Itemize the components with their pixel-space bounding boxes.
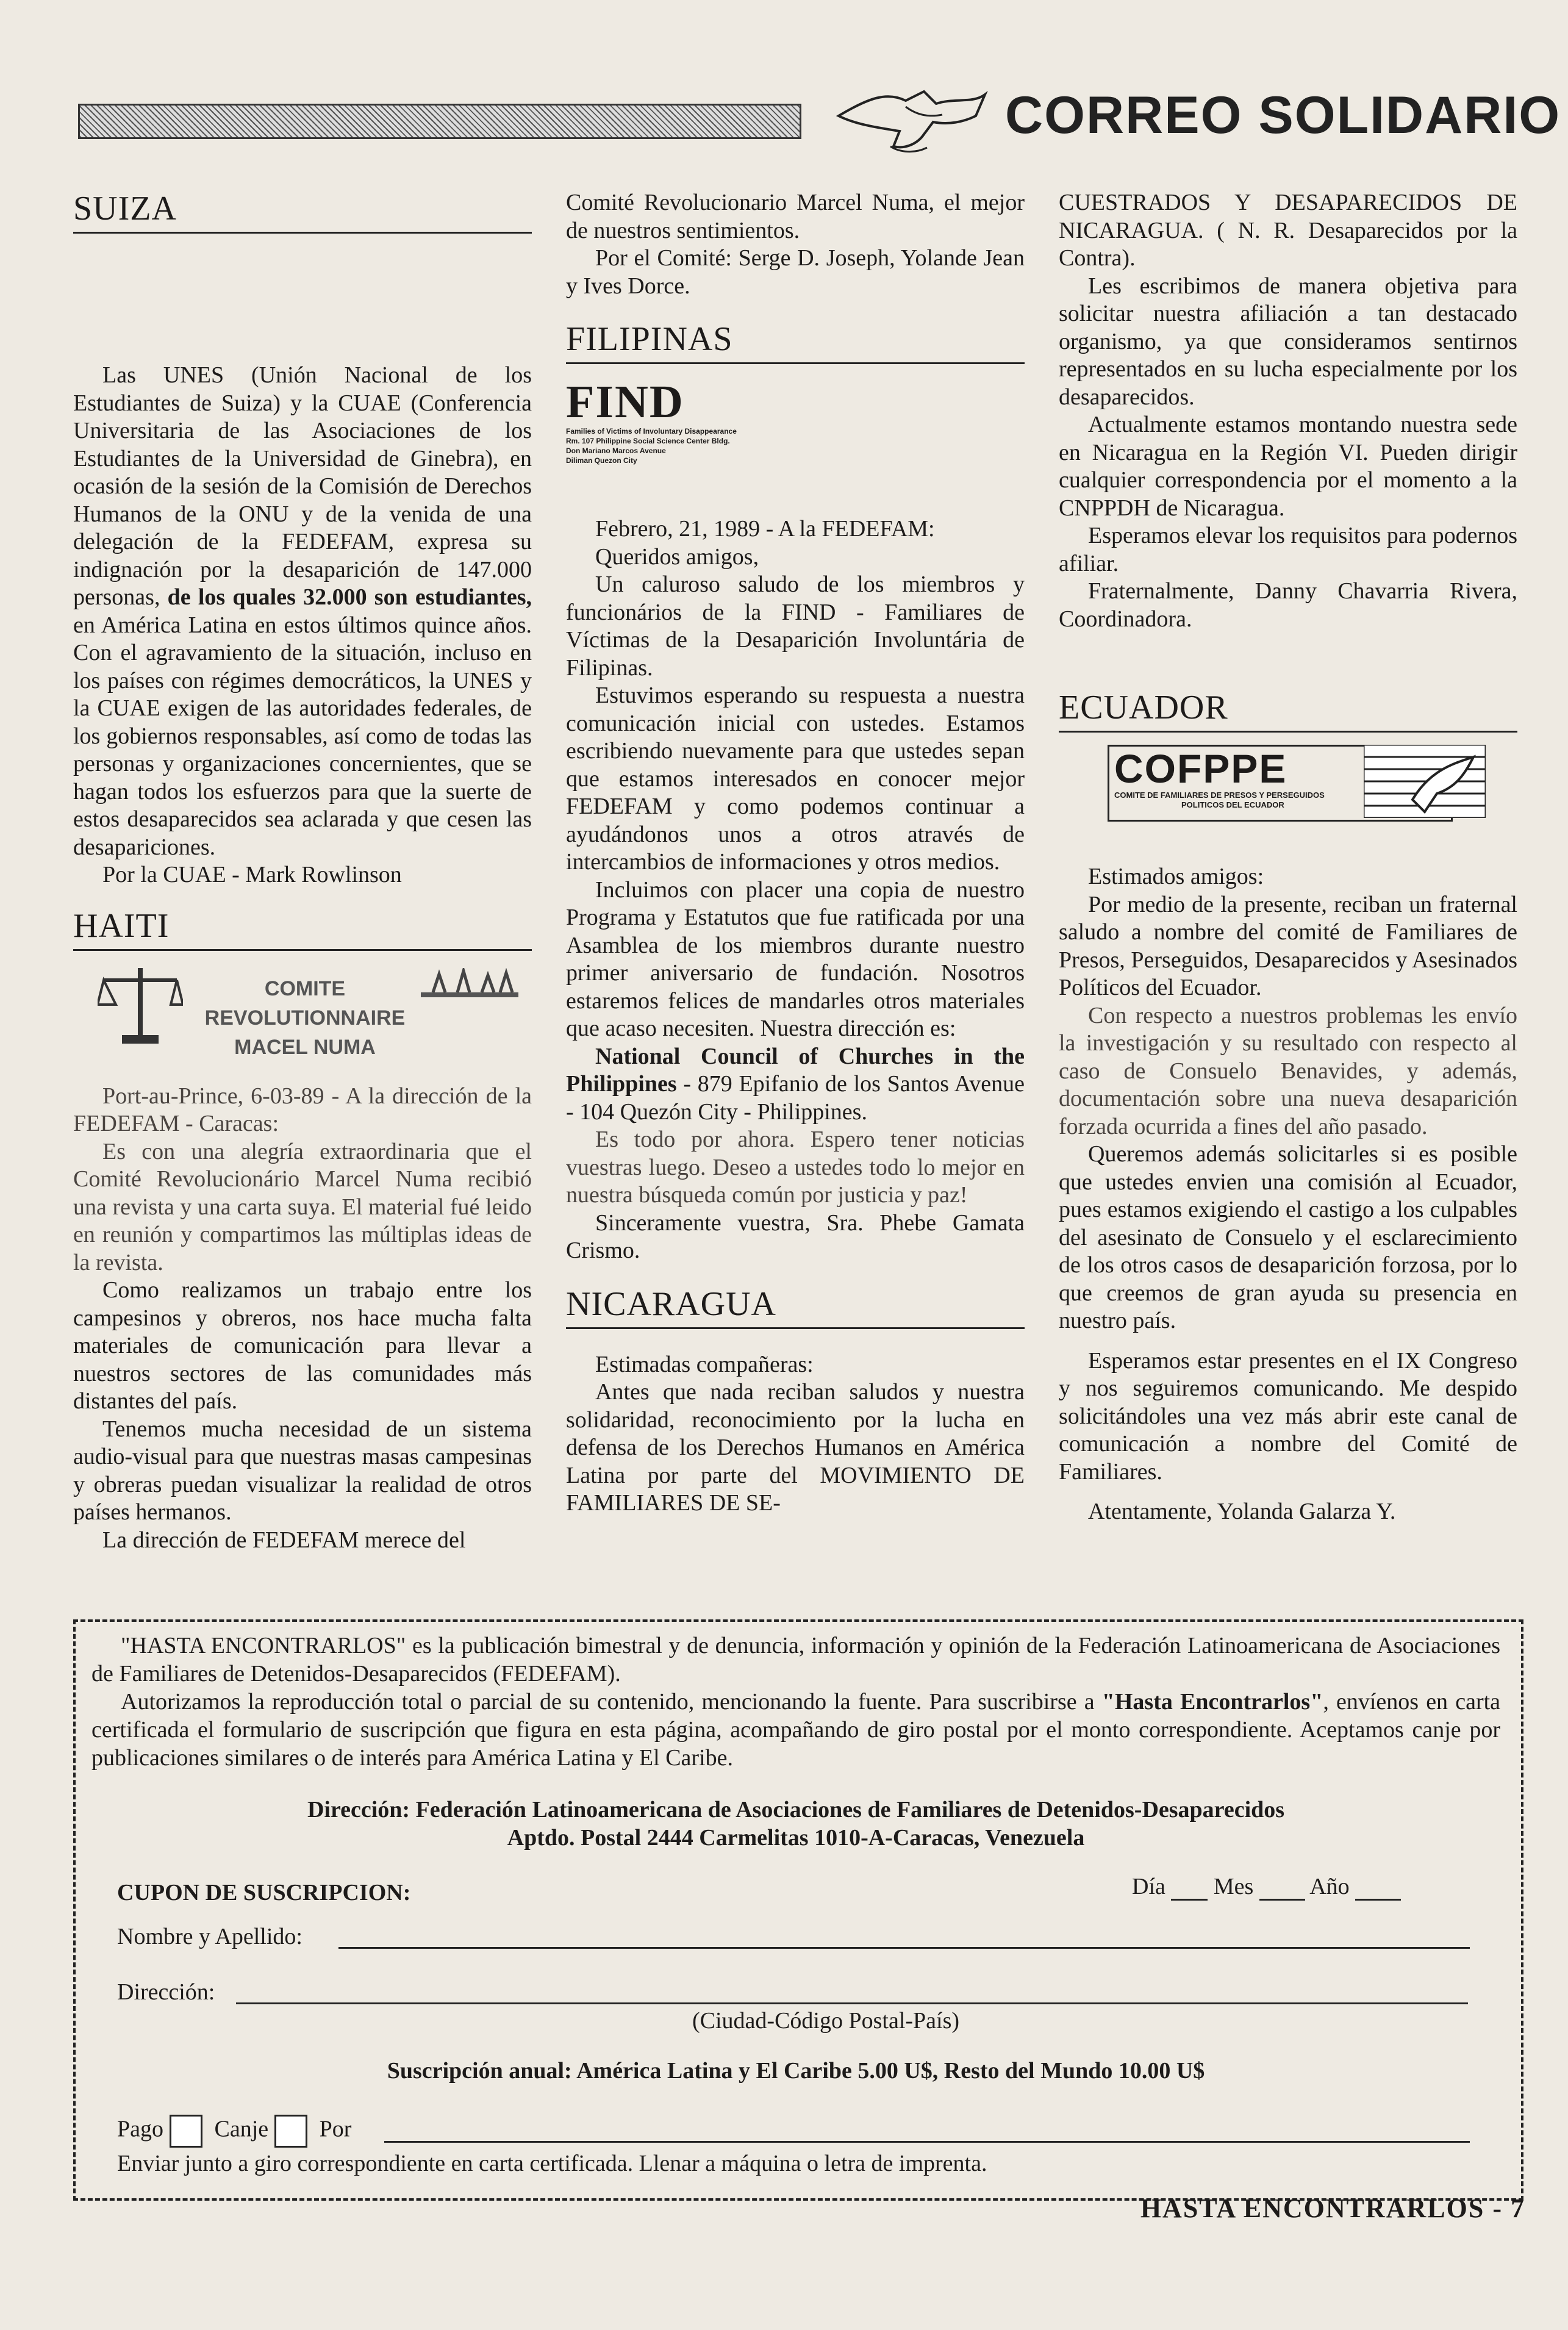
section-heading-suiza: SUIZA [73, 189, 532, 234]
column-middle [566, 189, 1025, 1518]
masthead-rule [78, 104, 801, 139]
ecuador-para-4: Queremos además solicitarles si es posible que ustedes envien una comisión al Ecuador, pues estamos exigiendo el castigo a los culpables del asesinato de Consuelo y el esclarecimiento de los otros casos de desaparición forzosa, por lo que creemos de gran ayuda su presencia en nuestro país. [1059, 1141, 1517, 1333]
ecuador-para-3: Con respecto a nuestros problemas les envío la investigación y su resultado con respecto al caso de Consuelo Benavides, y además, documentación sobre una nueva desaparición forzada ocurrida a fines del año pasado. [1059, 1002, 1517, 1139]
haiti-para-4: Tenemos mucha necesidad de un sistema audio-visual para que nuestras masas campesinas y obreras puedan visualizar la realidad de otros países hermanos. [73, 1416, 532, 1525]
ecuador-signature: Atentamente, Yolanda Galarza Y. [1088, 1499, 1396, 1524]
filipinas-para-2: Queridos amigos, [595, 543, 759, 570]
year-field[interactable] [1355, 1899, 1401, 1901]
subscription-price: Suscripción anual: América Latina y El Caribe 5.00 U$, Resto del Mundo 10.00 U$ [387, 2058, 1205, 2084]
section-heading-filipinas: FILIPINAS [566, 320, 1025, 364]
find-logo-line-3: Don Mariano Marcos Avenue [566, 446, 666, 455]
filipinas-para-6: Es todo por ahora. Espero tener noticias vuestras luego. Deseo a ustedes todo lo mejor en nuestra búsqueda común por justicia y paz! [566, 1127, 1025, 1208]
haiti-para-1: Port-au-Prince, 6-03-89 - A la dirección de la FEDEFAM - Caracas: [73, 1083, 532, 1136]
section-heading-ecuador: ECUADOR [1059, 688, 1517, 733]
ecuador-para-1: Estimados amigos: [1088, 864, 1264, 889]
ecuador-para-5: Esperamos estar presentes en el IX Congreso y nos seguiremos comunicando. Me despido solicitándoles una vez más abrir este canal de comunicación a nombre del Comité de Familiares. [1059, 1347, 1517, 1485]
suiza-body: Las UNES (Unión Nacional de los Estudiantes de Suiza) y la CUAE (Conferencia Universitaria de las Asociaciones de los Estudiantes de la Universidad de Ginebra), en ocasión de la sesión de la Comisión de Derechos Humanos de la ONU y de la venida de una delegación de la FEDEFAM, expresa su indignación por la desaparición de 147.000 personas, de los quales 32.000 son estudiantes, en América Latina en estos últimos quince años. Con el agravamiento de la situación, incluso en los países con régimes democráticos, la UNES y la CUAE exigen de las autoridades federales, de los gobiernos responsables, así como de todas las personas y organizaciones concernientes, que se hagan todos los esfuerzos para que la suerte de estos desaparecidos sea aclarada y que cesen las desapariciones. [73, 362, 532, 860]
subscription-intro: "HASTA ENCONTRARLOS" es la publicación bimestral y de denuncia, información y opinión de la Federación Latinoamericana de Asociaciones de Familiares de Detenidos-Desaparecidos (FEDEFAM). Autorizamos la reproducción total o parcial de su contenido, mencionando la fuente. Para suscribirse a "Hasta Encontrarlos", envíenos en carta certificada el formulario de suscripción que figura en esta página, acompañando de giro postal por el monto correspondiente. Aceptamos canje por publicaciones similares o de interés para América Latina y El Caribe. [91, 1633, 1501, 1771]
haiti-logo [73, 962, 532, 1072]
nicaragua-cont-1: CUESTRADOS Y DESAPARECIDOS DE NICARAGUA. ( N. R. Desaparecidos por la Contra). [1059, 190, 1517, 271]
find-logo-line-4: Diliman Quezon City [566, 456, 637, 465]
por-field[interactable] [384, 2141, 1470, 2143]
haiti-para-5: La dirección de FEDEFAM merece del [102, 1527, 466, 1553]
cofppe-logo-sub-1: COMITE DE FAMILIARES DE PRESOS Y PERSEGUIDOS [1114, 790, 1325, 800]
section-heading-nicaragua: NICARAGUA [566, 1285, 1025, 1329]
filipinas-signature: Sinceramente vuestra, Sra. Phebe Gamata Crismo. [566, 1210, 1025, 1263]
nicaragua-para-1: Estimadas compañeras: [595, 1351, 814, 1377]
find-logo-word: FIND [566, 376, 684, 428]
nicaragua-cont-3: Actualmente estamos montando nuestra sede en Nicaragua en la Región VI. Pueden dirigir cualquier correspondencia por el momento a la CNPPDH de Nicaragua. [1059, 412, 1517, 521]
haiti-logo-line-3: MACEL NUMA [234, 1035, 376, 1059]
find-logo-line-1: Families of Victims of Involuntary Disappearance [566, 427, 737, 436]
filipinas-para-5: Incluimos con placer una copia de nuestro Programa y Estatutos que fue ratificada por una Asamblea de los miembros durante nuestro primer aniversario de fundación. Nosotros estaremos felices de mandarles otros materiales que acaso necesiten. Nuestra dirección es: [566, 876, 1025, 1041]
name-field[interactable] [338, 1947, 1470, 1949]
nicaragua-cont-2: Les escribimos de manera objetiva para solicitar nuestra afiliación a tan destacado organismo, ya que consideramos sentirnos representados en su lucha especialmente por los desaparecidos. [1059, 273, 1517, 410]
month-field[interactable] [1259, 1899, 1305, 1901]
column-left [73, 189, 532, 1554]
pago-checkbox[interactable] [170, 2115, 202, 2148]
address-label: Dirección: [117, 1979, 215, 2005]
haiti-cont-1: Comité Revolucionario Marcel Numa, el mejor de nuestros sentimientos. [566, 190, 1025, 243]
dove-hand-icon [832, 73, 991, 159]
haiti-logo-line-2: REVOLUTIONNAIRE [204, 1006, 406, 1030]
canje-checkbox[interactable] [274, 2115, 307, 2148]
page-footer: HASTA ENCONTRARLOS - 7 [1140, 2193, 1525, 2223]
masthead-title: CORREO SOLIDARIO [1005, 86, 1561, 145]
day-field[interactable] [1171, 1899, 1208, 1901]
suiza-signature: Por la CUAE - Mark Rowlinson [102, 862, 402, 887]
subscription-address: Dirección: Federación Latinoamericana de Asociaciones de Familiares de Detenidos-Desaparecidos Aptdo. Postal 2444 Carmelitas 1010-A-Caracas, Venezuela [307, 1797, 1285, 1851]
scales-icon [98, 962, 183, 1047]
nicaragua-signature: Fraternalmente, Danny Chavarria Rivera, Coordinadora. [1059, 578, 1517, 632]
cofppe-logo-sub-2: POLITICOS DEL ECUADOR [1181, 800, 1284, 809]
filipinas-address: National Council of Churches in the Philippines - 879 Epifanio de los Santos Avenue - 104 Quezón City - Philippines. [566, 1043, 1025, 1125]
address-field[interactable] [236, 2002, 1468, 2004]
haiti-para-3: Como realizamos un trabajo entre los campesinos y obreros, nos hace mucha falta materiales de comunicación para llevar a nuestros sectores de las comunidades más distantes del país. [73, 1277, 532, 1414]
haiti-cont-2: Por el Comité: Serge D. Joseph, Yolande Jean y Ives Dorce. [566, 245, 1025, 299]
city-hint: (Ciudad-Código Postal-País) [692, 2008, 960, 2034]
cofppe-logo [1059, 745, 1517, 836]
dove-wall-icon [1364, 745, 1486, 818]
find-logo [566, 378, 1025, 493]
section-heading-haiti: HAITI [73, 906, 532, 951]
nicaragua-cont-4: Esperamos elevar los requisitos para podernos afiliar. [1059, 523, 1517, 576]
nicaragua-para-2: Antes que nada reciban saludos y nuestra solidaridad, reconocimiento por la lucha en defensa de los Derechos Humanos en América Latina por parte del MOVIMIENTO DE FAMILIARES DE SE- [566, 1379, 1025, 1516]
date-fields: Día Mes Año [1132, 1873, 1401, 1901]
column-right [1059, 189, 1517, 1526]
ecuador-para-2: Por medio de la presente, reciban un fraternal saludo a nombre del comité de Familiares de Presos, Perseguidos, Desaparecidos y Asesinados Políticos del Ecuador. [1059, 891, 1517, 1000]
crowd-icon [421, 968, 518, 1017]
coupon-title: CUPON DE SUSCRIPCION: [117, 1880, 411, 1905]
name-label: Nombre y Apellido: [117, 1924, 303, 1949]
filipinas-para-4: Estuvimos esperando su respuesta a nuestra comunicación inicial con ustedes. Estamos escribiendo nuevamente para que ustedes sepan que estamos interesados en conocer mejor FEDEFAM y como podemos continuar a ayudándonos unos a otros através de intercambios de informaciones y otros medios. [566, 683, 1025, 875]
find-logo-line-2: Rm. 107 Philippine Social Science Center Bldg. [566, 437, 730, 445]
haiti-para-2: Es con una alegría extraordinaria que el Comité Revolucionário Marcel Numa recibió una revista y una carta suya. El material fué leido en reunión y compartimos las múltiplas ideas de la revista. [73, 1138, 532, 1275]
subscription-instructions: Enviar junto a giro correspondiente en carta certificada. Llenar a máquina o letra de imprenta. [117, 2151, 987, 2176]
payment-row: Pago Canje Por [117, 2115, 351, 2148]
filipinas-para-3: Un caluroso saludo de los miembros y funcionários de la FIND - Familiares de Víctimas de la Desaparición Involuntária de Filipinas. [566, 572, 1025, 681]
cofppe-logo-word: COFPPE [1114, 746, 1287, 791]
haiti-logo-line-1: COMITE [264, 977, 346, 1000]
filipinas-para-1: Febrero, 21, 1989 - A la FEDEFAM: [595, 516, 935, 542]
